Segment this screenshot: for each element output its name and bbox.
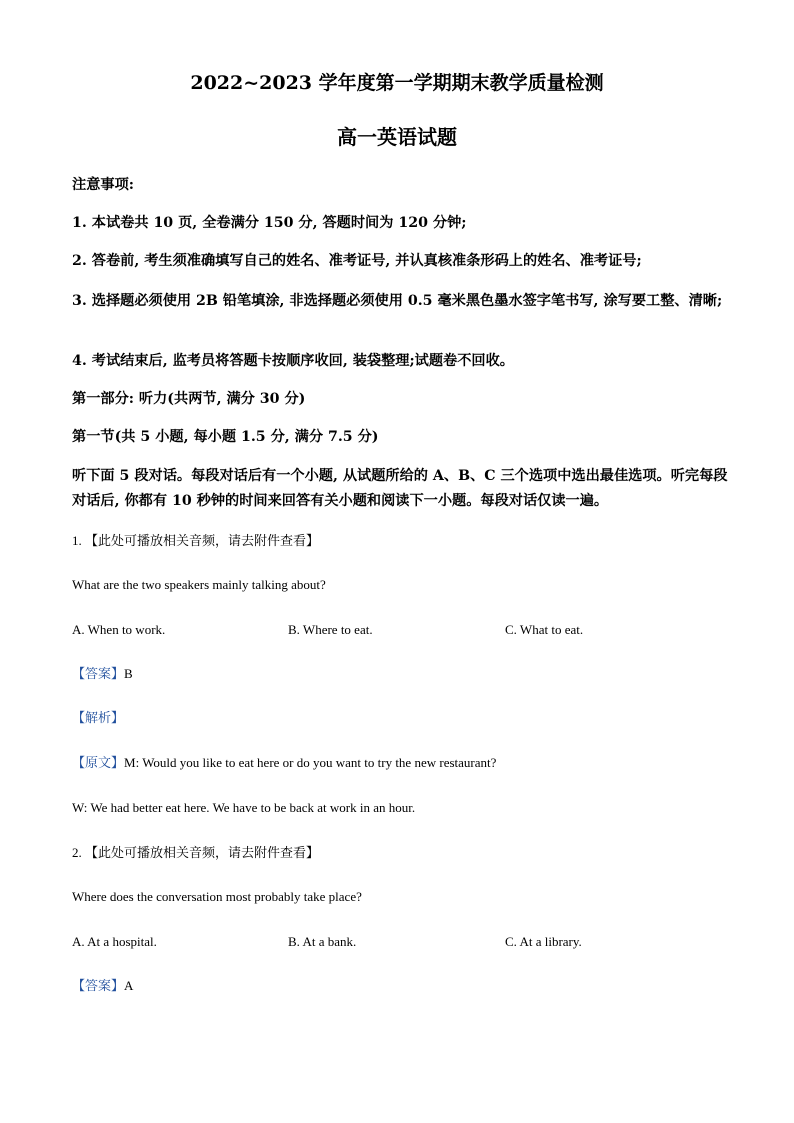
question-1-option-c: C. What to eat. <box>505 622 584 637</box>
notice-item-4: 4. 考试结束后, 监考员将答题卡按顺序收回, 装袋整理;试题卷不回收。 <box>72 353 514 369</box>
analysis-label: 【解析】 <box>72 710 125 725</box>
question-2-answer <box>72 977 732 995</box>
answer-value: B <box>124 666 133 681</box>
question-2-options <box>72 933 732 951</box>
question-1-answer <box>72 665 732 683</box>
exam-subtitle: 高一英语试题 <box>337 125 457 149</box>
notice-item-2: 2. 答卷前, 考生须准确填写自己的姓名、准考证号, 并认真核准条形码上的姓名、准考证号; <box>72 253 642 269</box>
section1-heading: 第一节(共 5 小题, 每小题 1.5 分, 满分 7.5 分) <box>72 429 379 445</box>
listening-instructions: 听下面 5 段对话。每段对话后有一个小题, 从试题所给的 A、B、C 三个选项中选出最佳选项。听完每段对话后, 你都有 10 秒钟的时间来回答有关小题和阅读下一小题。每段对话仅读一遍。 <box>72 468 728 509</box>
question-2-option-a: A. At a hospital. <box>72 934 157 949</box>
answer-value: A <box>124 978 134 993</box>
exam-title: 2022~2023 学年度第一学期期末教学质量检测 <box>190 72 604 94</box>
question-1-audio-note: 【此处可播放相关音频，请去附件查看】 <box>85 533 320 548</box>
question-2-header <box>72 844 732 862</box>
question-1-option-a: A. When to work. <box>72 622 166 637</box>
question-2-stem: Where does the conversation most probably take place? <box>72 889 362 904</box>
question-2-audio-note: 【此处可播放相关音频，请去附件查看】 <box>85 845 320 860</box>
notice-heading: 注意事项: <box>72 177 134 193</box>
question-2-number: 2. <box>72 845 82 860</box>
question-2-option-b: B. At a bank. <box>288 934 357 949</box>
answer-label: 【答案】 <box>72 666 125 681</box>
notice-item-1: 1. 本试卷共 10 页, 全卷满分 150 分, 答题时间为 120 分钟; <box>72 215 467 231</box>
part1-heading: 第一部分: 听力(共两节, 满分 30 分) <box>72 391 306 407</box>
question-1-number: 1. <box>72 533 82 548</box>
question-2-option-c: C. At a library. <box>505 934 582 949</box>
question-1-options <box>72 621 732 639</box>
original-label: 【原文】 <box>72 755 125 770</box>
notice-item-3: 3. 选择题必须使用 2B 铅笔填涂, 非选择题必须使用 0.5 毫米黑色墨水签字笔书写, 涂写要工整、清晰; <box>72 293 723 309</box>
question-1-stem: What are the two speakers mainly talking about? <box>72 577 326 592</box>
question-1-header <box>72 532 732 550</box>
question-1-transcript-m <box>72 754 732 772</box>
question-1-analysis <box>72 709 732 727</box>
question-1-transcript-w: W: We had better eat here. We have to be back at work in an hour. <box>72 800 416 815</box>
question-1-option-b: B. Where to eat. <box>288 622 373 637</box>
transcript-line-1: M: Would you like to eat here or do you want to try the new restaurant? <box>124 755 497 770</box>
answer-label: 【答案】 <box>72 978 125 993</box>
